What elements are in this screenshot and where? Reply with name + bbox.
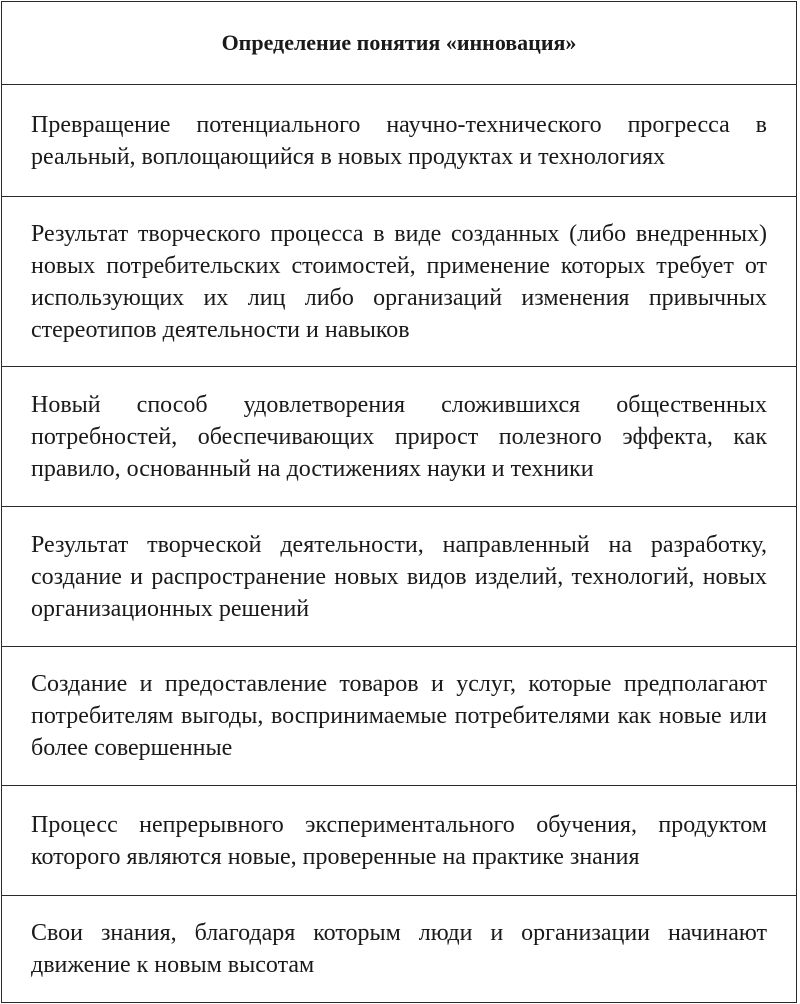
table-row <box>2 366 796 506</box>
table-header <box>2 2 796 84</box>
table-row <box>2 785 796 895</box>
table-row <box>2 506 796 646</box>
definition-text: Результат творческого процесса в виде созданных (либо внедренных) новых потребительских стоимостей, применение которых требует от использующих их лиц либо организаций изменения привычных стереотипов деятельности и навыков <box>31 220 767 343</box>
definition-text: Процесс непрерывного экспериментального обучения, продуктом которого являются новые, проверенные на практике знания <box>31 811 767 870</box>
definition-text: Новый способ удовлетворения сложившихся общественных потребностей, обеспечивающих прирост полезного эффекта, как правило, основанный на достижениях науки и техники <box>31 391 767 482</box>
definition-text: Свои знания, благодаря которым люди и организации начинают движение к новым высотам <box>31 920 767 978</box>
table-row <box>2 84 796 196</box>
definitions-table <box>1 1 797 1003</box>
table-row <box>2 196 796 366</box>
definition-text: Создание и предоставление товаров и услуг, которые предполагают потребителям выгоды, воспринимаемые потребителями как новые или более совершенные <box>31 671 767 761</box>
table-header-title: Определение понятия «инновация» <box>221 30 577 55</box>
definition-text: Превращение потенциального научно-технического прогресса в реальный, воплощающийся в новых продуктах и технологиях <box>31 111 767 170</box>
definition-text: Результат творческой деятельности, направленный на разработку, создание и распространение новых видов изделий, технологий, новых организационных решений <box>31 531 767 622</box>
table-row <box>2 895 796 1002</box>
table-row <box>2 646 796 785</box>
